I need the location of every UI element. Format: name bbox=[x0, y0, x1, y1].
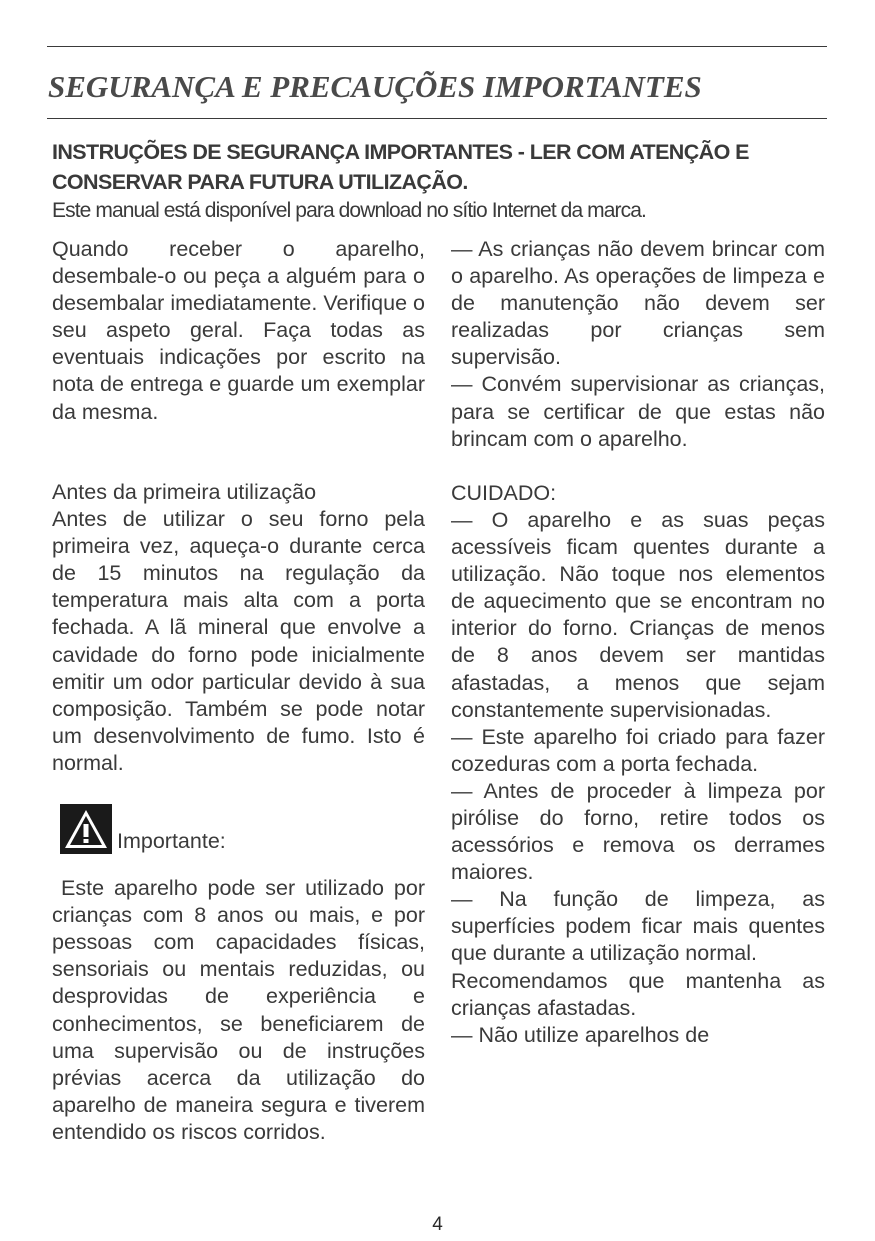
right-column bbox=[451, 236, 825, 1049]
download-note: Este manual está disponível para download no sítio Internet da marca. bbox=[52, 199, 646, 222]
first-use-heading: Antes da primeira utilização bbox=[52, 480, 317, 504]
header-top-rule bbox=[47, 46, 827, 47]
spacer bbox=[451, 453, 825, 480]
caution-hot-paragraph: — O aparelho e as suas peças acessíveis ficam quentes durante a utilização. Não toque nos elementos de aquecimento que se encontram no interior do forno. Crianças de menos de 8 anos devem ser mantidas afastadas, a menos que sejam constantemente supervisionadas. bbox=[451, 507, 825, 722]
caution-devices-paragraph: — Não utilize aparelhos de bbox=[451, 1022, 710, 1047]
important-label: Importante: bbox=[117, 829, 226, 854]
page-number: 4 bbox=[432, 1214, 443, 1235]
warning-triangle-icon bbox=[60, 804, 112, 854]
caution-door-paragraph: — Este aparelho foi criado para fazer cozeduras com a porta fechada. bbox=[451, 724, 825, 776]
children-play-paragraph: — As crianças não devem brincar com o aparelho. As operações de limpeza e de manutenção não devem ser realizadas por crianças sem supervisão. bbox=[451, 237, 825, 370]
receipt-section bbox=[52, 236, 425, 479]
caution-heading: CUIDADO: bbox=[451, 480, 557, 505]
page-title: SEGURANÇA E PRECAUÇÕES IMPORTANTES bbox=[48, 69, 702, 104]
caution-pyrolysis-paragraph: — Antes de proceder à limpeza por pirólise do forno, retire todos os acessórios e remova os derrames maiores. bbox=[451, 778, 825, 885]
caution-cleaning-paragraph: — Na função de limpeza, as superfícies podem ficar mais quentes que durante a utilização normal. bbox=[451, 887, 825, 966]
important-paragraph: Este aparelho pode ser utilizado por crianças com 8 anos ou mais, e por pessoas com capacidades físicas, sensoriais ou mentais reduzidas, ou desprovidas de experiência e conhecimentos, se beneficiarem de uma supervisão ou de instruções prévias acerca da utilização do aparelho de maneira segura e tiverem entendido os riscos corridos. bbox=[52, 876, 425, 1144]
header-bottom-rule bbox=[47, 118, 827, 119]
left-column bbox=[52, 236, 425, 1146]
receipt-paragraph: Quando receber o aparelho, desembale-o ou peça a alguém para o desembalar imediatamente. Verifique o seu aspeto geral. Faça todas as eventuais indicações por escrito na nota de entrega e guarde um exemplar da mesma. bbox=[52, 237, 425, 424]
first-use-paragraph: Antes de utilizar o seu forno pela primeira vez, aqueça-o durante cerca de 15 minutos na regulação da temperatura mais alta com a porta fechada. A lã mineral que envolve a cavidade do forno pode inicialmente emitir um odor particular devido à sua composição. Também se pode notar um desenvolvimento de fumo. Isto é normal. bbox=[52, 507, 425, 775]
important-notice bbox=[52, 804, 425, 875]
children-supervise-paragraph: — Convém supervisionar as crianças, para se certificar de que estas não brincam com o aparelho. bbox=[451, 372, 825, 451]
recommend-paragraph: Recomendamos que mantenha as crianças afastadas. bbox=[451, 968, 825, 1020]
safety-headline: INSTRUÇÕES DE SEGURANÇA IMPORTANTES - LER COM ATENÇÃO E CONSERVAR PARA FUTURA UTILIZAÇÃO. bbox=[52, 140, 749, 194]
